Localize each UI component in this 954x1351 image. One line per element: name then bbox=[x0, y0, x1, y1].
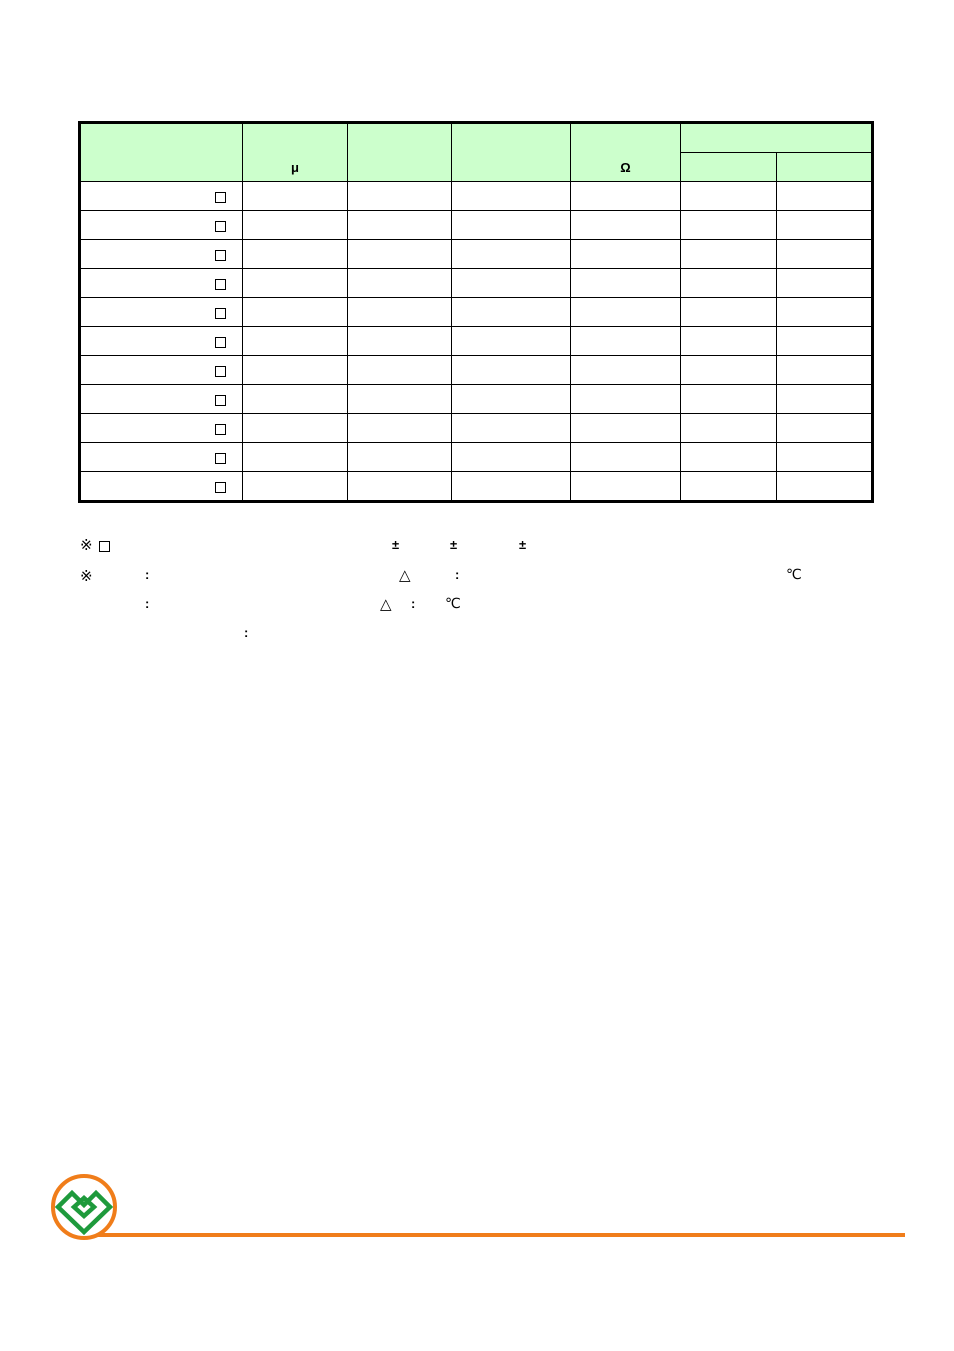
table-cell bbox=[243, 327, 348, 356]
table-cell bbox=[571, 472, 681, 502]
table-cell bbox=[777, 356, 873, 385]
table-cell bbox=[681, 443, 777, 472]
table-cell bbox=[348, 327, 452, 356]
checkbox-icon bbox=[99, 541, 110, 552]
checkbox-icon bbox=[215, 424, 226, 435]
note-line-3-colon-1: : bbox=[145, 596, 150, 611]
note-line-3-colon-2: : bbox=[411, 596, 416, 611]
part-number-cell bbox=[80, 182, 243, 211]
table-cell bbox=[777, 240, 873, 269]
table-cell bbox=[452, 211, 571, 240]
header-col4 bbox=[452, 123, 571, 182]
table-cell bbox=[571, 240, 681, 269]
checkbox-icon bbox=[215, 308, 226, 319]
header-col3 bbox=[348, 123, 452, 182]
part-number-cell bbox=[80, 414, 243, 443]
table-cell bbox=[681, 269, 777, 298]
subheader-1 bbox=[681, 153, 777, 182]
part-number-cell bbox=[80, 385, 243, 414]
table-cell bbox=[452, 356, 571, 385]
part-number-cell bbox=[80, 327, 243, 356]
checkbox-icon bbox=[215, 192, 226, 203]
table-row bbox=[80, 182, 873, 211]
subheader-2 bbox=[777, 153, 873, 182]
company-logo-icon bbox=[50, 1174, 118, 1240]
table-cell bbox=[571, 443, 681, 472]
table-cell bbox=[348, 385, 452, 414]
table-cell bbox=[348, 356, 452, 385]
table-row bbox=[80, 211, 873, 240]
table-cell bbox=[681, 327, 777, 356]
note-line-4-colon: : bbox=[244, 625, 249, 640]
part-number-cell bbox=[80, 356, 243, 385]
table-cell bbox=[348, 414, 452, 443]
header-part-number bbox=[80, 123, 243, 182]
table-cell bbox=[243, 269, 348, 298]
checkbox-icon bbox=[215, 279, 226, 290]
spec-table bbox=[78, 121, 874, 503]
table-cell bbox=[681, 211, 777, 240]
note-pm-1: ± bbox=[392, 537, 400, 552]
table-cell bbox=[243, 182, 348, 211]
table-cell bbox=[348, 472, 452, 502]
table-cell bbox=[571, 414, 681, 443]
table-cell bbox=[777, 182, 873, 211]
part-number-cell bbox=[80, 240, 243, 269]
table-cell bbox=[243, 298, 348, 327]
note-line-2-colon-2: : bbox=[455, 567, 460, 582]
table-cell bbox=[681, 240, 777, 269]
checkbox-icon bbox=[215, 366, 226, 377]
header-group bbox=[681, 123, 873, 153]
table-cell bbox=[777, 211, 873, 240]
table-cell bbox=[348, 211, 452, 240]
note-pm-2: ± bbox=[450, 537, 458, 552]
table-row bbox=[80, 240, 873, 269]
part-number-cell bbox=[80, 298, 243, 327]
table-cell bbox=[243, 414, 348, 443]
table-cell bbox=[571, 298, 681, 327]
table-cell bbox=[681, 472, 777, 502]
table-row bbox=[80, 298, 873, 327]
table-cell bbox=[571, 211, 681, 240]
table-cell bbox=[243, 211, 348, 240]
table-cell bbox=[777, 443, 873, 472]
header-inductance: μ bbox=[243, 123, 348, 182]
note-pm-3: ± bbox=[519, 537, 527, 552]
checkbox-icon bbox=[215, 250, 226, 261]
part-number-cell bbox=[80, 443, 243, 472]
table-cell bbox=[452, 414, 571, 443]
table-cell bbox=[452, 327, 571, 356]
part-number-cell bbox=[80, 269, 243, 298]
table-cell bbox=[777, 414, 873, 443]
checkbox-icon bbox=[215, 395, 226, 406]
table-cell bbox=[348, 443, 452, 472]
table-cell bbox=[571, 327, 681, 356]
table-cell bbox=[348, 182, 452, 211]
table-cell bbox=[777, 327, 873, 356]
table-cell bbox=[452, 385, 571, 414]
checkbox-icon bbox=[215, 221, 226, 232]
table-cell bbox=[681, 182, 777, 211]
table-row bbox=[80, 385, 873, 414]
table-cell bbox=[681, 356, 777, 385]
reference-mark: ※ bbox=[80, 536, 93, 554]
note-line-2-mark: ※ bbox=[80, 567, 93, 585]
checkbox-icon bbox=[215, 453, 226, 464]
table-cell bbox=[243, 385, 348, 414]
checkbox-icon bbox=[215, 337, 226, 348]
table-cell bbox=[348, 240, 452, 269]
table-cell bbox=[348, 269, 452, 298]
table-cell bbox=[681, 385, 777, 414]
table-row bbox=[80, 269, 873, 298]
table-cell bbox=[681, 414, 777, 443]
table-cell bbox=[452, 472, 571, 502]
table-cell bbox=[243, 443, 348, 472]
table-cell bbox=[452, 443, 571, 472]
table-row bbox=[80, 356, 873, 385]
note-line-1 bbox=[80, 536, 110, 554]
table-cell bbox=[452, 182, 571, 211]
table-cell bbox=[243, 240, 348, 269]
table-cell bbox=[777, 269, 873, 298]
table-cell bbox=[571, 356, 681, 385]
triangle-icon: △ bbox=[399, 566, 411, 584]
table-cell bbox=[348, 298, 452, 327]
table-cell bbox=[452, 269, 571, 298]
part-number-cell bbox=[80, 211, 243, 240]
table-row bbox=[80, 327, 873, 356]
table-row bbox=[80, 472, 873, 502]
table-row bbox=[80, 414, 873, 443]
part-number-cell bbox=[80, 472, 243, 502]
checkbox-icon bbox=[215, 482, 226, 493]
header-dcr: Ω bbox=[571, 123, 681, 182]
table-cell bbox=[777, 298, 873, 327]
table-cell bbox=[571, 182, 681, 211]
table-cell bbox=[452, 240, 571, 269]
table-cell bbox=[681, 298, 777, 327]
table-body bbox=[80, 182, 873, 502]
table-cell bbox=[571, 385, 681, 414]
table-cell bbox=[777, 385, 873, 414]
table-cell bbox=[452, 298, 571, 327]
table-row bbox=[80, 443, 873, 472]
footer-divider bbox=[98, 1233, 905, 1237]
degree-celsius-icon: ℃ bbox=[786, 567, 802, 583]
note-line-2-colon-1: : bbox=[145, 567, 150, 582]
degree-celsius-icon: ℃ bbox=[445, 596, 461, 612]
table-cell bbox=[243, 356, 348, 385]
triangle-icon: △ bbox=[380, 595, 392, 613]
table-cell bbox=[571, 269, 681, 298]
table-cell bbox=[777, 472, 873, 502]
table-cell bbox=[243, 472, 348, 502]
